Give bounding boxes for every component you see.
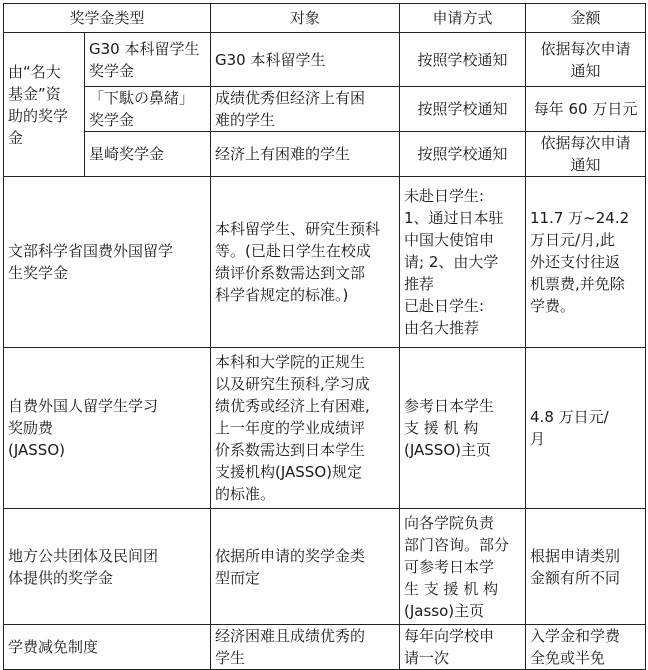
target-cell: G30 本科留学生 (211, 33, 400, 87)
group-label: 由“名大 基金”资 助的奖学 金 (4, 33, 85, 177)
method-cell: 按照学校通知 (400, 87, 526, 132)
amount-cell: 每年 60 万日元 (526, 87, 646, 132)
type-cell: 文部科学省国费外国留学 生奖学金 (4, 177, 211, 348)
method-cell: 按照学校通知 (400, 33, 526, 87)
type-cell: G30 本科留学生 奖学金 (85, 33, 211, 87)
header-method: 申请方式 (400, 4, 526, 33)
scholarship-table (3, 3, 646, 670)
amount-cell: 11.7 万~24.2 万日元/月,此 外还支付往返 机票费,并免除 学费。 (526, 177, 646, 348)
header-type: 奖学金类型 (4, 4, 211, 33)
method-cell: 未赴日学生: 1、通过日本驻 中国大使馆申 请; 2、由大学 推荐 已赴日学生: 由名大推荐 (400, 177, 526, 348)
amount-cell: 4.8 万日元/ 月 (526, 348, 646, 509)
target-cell: 本科和大学院的正规生 以及研究生预科,学习成 绩优秀或经济上有困难, 上一年度的学业成绩评 价系数需达到日本学生 支援机构(JASSO)规定 的标准。 (211, 348, 400, 509)
table-row (4, 132, 646, 177)
header-target: 对象 (211, 4, 400, 33)
table-row (4, 87, 646, 132)
table-row (4, 348, 646, 509)
amount-cell: 入学金和学费 全免或半免 (526, 625, 646, 670)
target-cell: 经济困难且成绩优秀的 学生 (211, 625, 400, 670)
header-amount: 金额 (526, 4, 646, 33)
type-cell: 学费减免制度 (4, 625, 211, 670)
target-cell: 本科留学生、研究生预科 等。(已赴日学生在校成 绩评价系数需达到文部 科学省规定的标准。) (211, 177, 400, 348)
table-row (4, 33, 646, 87)
method-cell: 向各学院负责 部门咨询。部分 可参考日本学 生 支 援 机 构 (Jasso)主页 (400, 509, 526, 625)
amount-cell: 根据申请类别 金额有所不同 (526, 509, 646, 625)
table-row (4, 509, 646, 625)
amount-cell: 依据每次申请 通知 (526, 33, 646, 87)
target-cell: 依据所申请的奖学金类 型而定 (211, 509, 400, 625)
table-row (4, 625, 646, 670)
target-cell: 成绩优秀但经济上有困 难的学生 (211, 87, 400, 132)
type-cell: 地方公共团体及民间团 体提供的奖学金 (4, 509, 211, 625)
method-cell: 每年向学校申 请一次 (400, 625, 526, 670)
method-cell: 参考日本学生 支 援 机 构 (JASSO)主页 (400, 348, 526, 509)
header-row (4, 4, 646, 33)
amount-cell: 依据每次申请 通知 (526, 132, 646, 177)
type-cell: 自费外国人留学生学习 奖励费 (JASSO) (4, 348, 211, 509)
target-cell: 经济上有困难的学生 (211, 132, 400, 177)
type-cell: 「下駄の鼻緒」 奖学金 (85, 87, 211, 132)
method-cell: 按照学校通知 (400, 132, 526, 177)
type-cell: 星崎奖学金 (85, 132, 211, 177)
table-row (4, 177, 646, 348)
